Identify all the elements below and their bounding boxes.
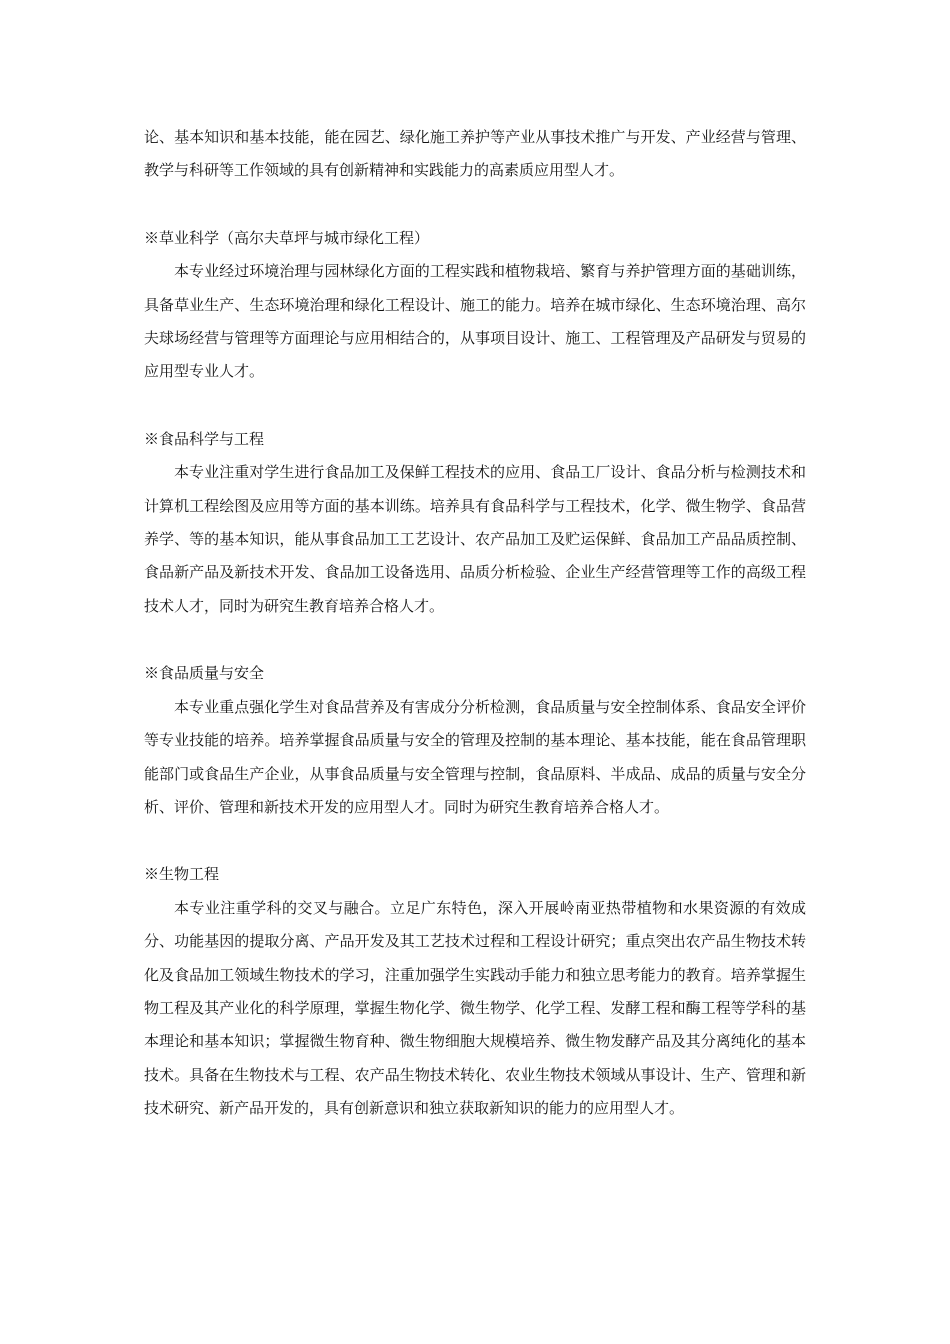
- section-food-quality-safety: [144, 657, 806, 824]
- section-heading: ※食品质量与安全: [144, 664, 265, 683]
- section-body: 本专业注重对学生进行食品加工及保鲜工程技术的应用、食品工厂设计、食品分析与检测技术和计算机工程绘图及应用等方面的基本训练。培养具有食品科学与工程技术，化学、微生物学、食品营养学、等的基本知识，能从事食品加工工艺设计、农产品加工及贮运保鲜、食品加工产品品质控制、食品新产品及新技术开发、食品加工设备选用、品质分析检验、企业生产经营管理等工作的高级工程技术人才，同时为研究生教育培养合格人才。: [144, 463, 806, 615]
- section-bioengineering: [144, 858, 806, 1125]
- section-heading: ※食品科学与工程: [144, 429, 265, 448]
- section-food-science-engineering: [144, 423, 806, 623]
- section-body: 本专业经过环境治理与园林绿化方面的工程实践和植物栽培、繁育与养护管理方面的基础训练，具备草业生产、生态环境治理和绿化工程设计、施工的能力。培养在城市绿化、生态环境治理、高尔夫球场经营与管理等方面理论与应用相结合的，从事项目设计、施工、工程管理及产品研发与贸易的应用型专业人才。: [144, 262, 806, 381]
- intro-paragraph: 论、基本知识和基本技能，能在园艺、绿化施工养护等产业从事技术推广与开发、产业经营与管理、教学与科研等工作领域的具有创新精神和实践能力的高素质应用型人才。: [144, 128, 806, 180]
- section-heading: ※生物工程: [144, 865, 220, 884]
- section-heading: ※草业科学（高尔夫草坪与城市绿化工程）: [144, 228, 430, 247]
- document-page: [144, 121, 806, 1126]
- section-grass-science: [144, 222, 806, 389]
- section-body: 本专业注重学科的交叉与融合。立足广东特色，深入开展岭南亚热带植物和水果资源的有效成分、功能基因的提取分离、产品开发及其工艺技术过程和工程设计研究；重点突出农产品生物技术转化及食品加工领域生物技术的学习，注重加强学生实践动手能力和独立思考能力的教育。培养掌握生物工程及其产业化的科学原理，掌握生物化学、微生物学、化学工程、发酵工程和酶工程等学科的基本理论和基本知识；掌握微生物育种、微生物细胞大规模培养、微生物发酵产品及其分离纯化的基本技术。具备在生物技术与工程、农产品生物技术转化、农业生物技术领域从事设计、生产、管理和新技术研究、新产品开发的，具有创新意识和独立获取新知识的能力的应用型人才。: [144, 898, 806, 1118]
- section-body: 本专业重点强化学生对食品营养及有害成分分析检测，食品质量与安全控制体系、食品安全评价等专业技能的培养。培养掌握食品质量与安全的管理及控制的基本理论、基本技能，能在食品管理职能部门或食品生产企业，从事食品质量与安全管理与控制，食品原料、半成品、成品的质量与安全分析、评价、管理和新技术开发的应用型人才。同时为研究生教育培养合格人才。: [144, 697, 806, 816]
